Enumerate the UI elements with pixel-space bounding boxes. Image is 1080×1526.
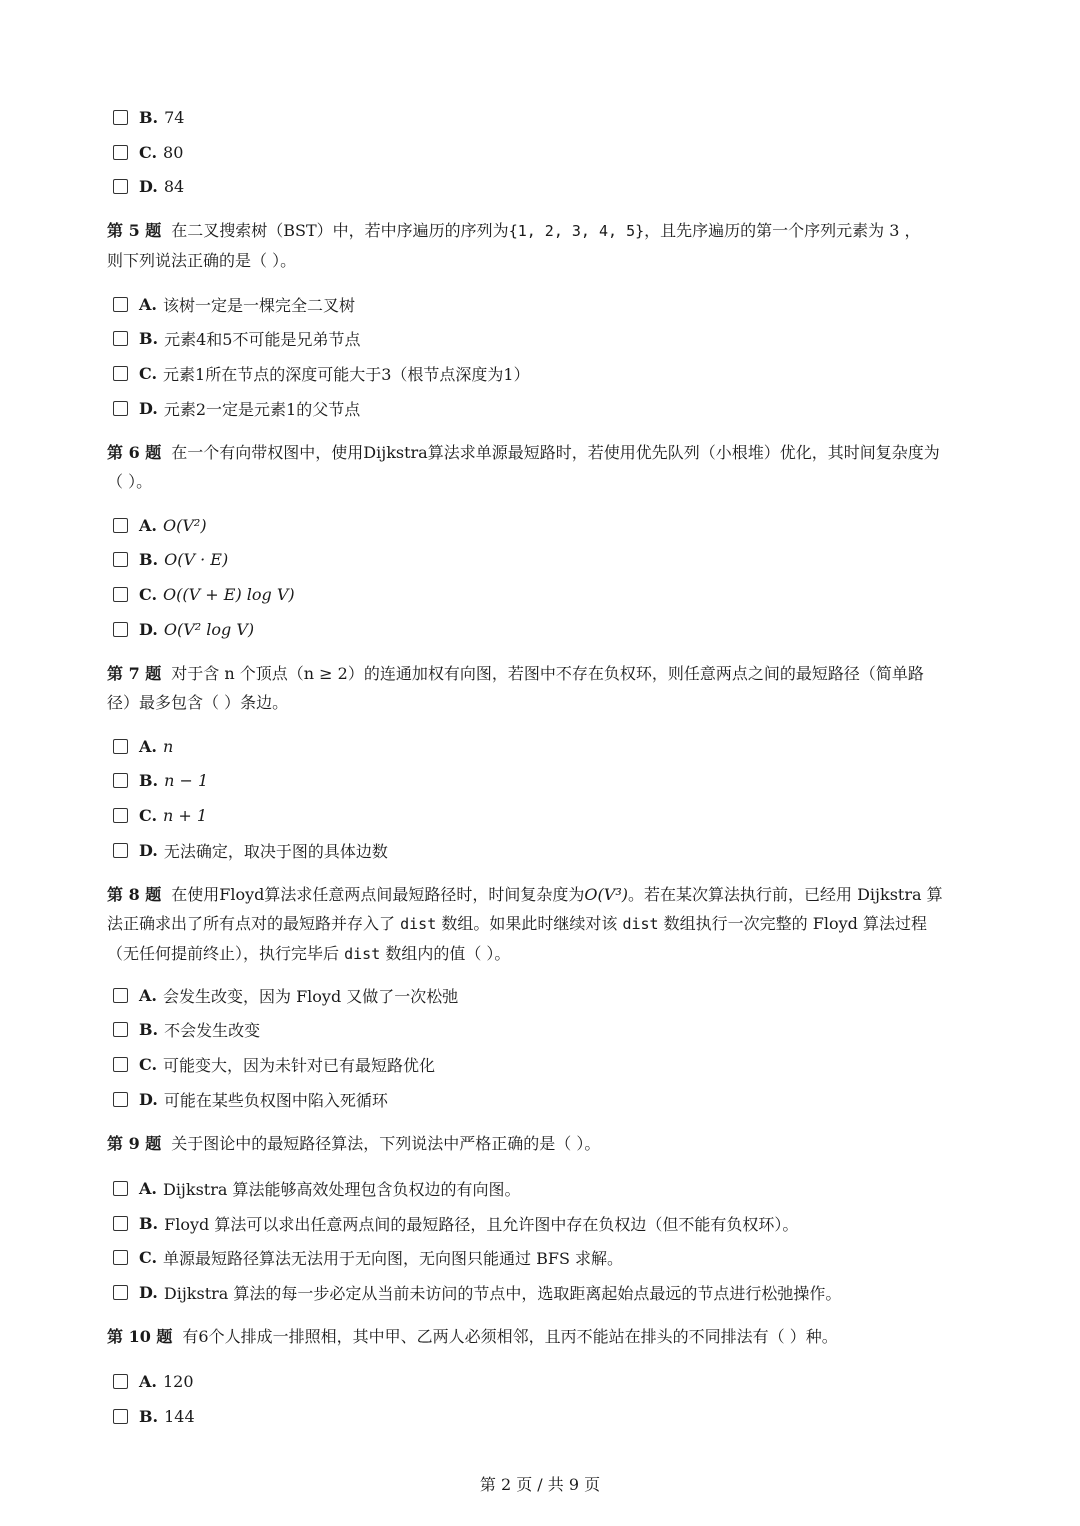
question-6 xyxy=(107,438,987,496)
inline-math: O(V³) xyxy=(584,885,628,904)
question-5 xyxy=(107,216,987,275)
q6-option-a[interactable] xyxy=(113,513,207,537)
option-letter: A. xyxy=(139,1371,157,1391)
checkbox[interactable] xyxy=(113,739,128,754)
question-8 xyxy=(107,880,987,969)
question-text: 在一个有向带权图中，使用Dijkstra算法求单源最短路时，若使用优先队列（小根堆）优化，其时间复杂度为 xyxy=(171,443,940,462)
q6-option-d[interactable] xyxy=(113,617,254,641)
option-text: Dijkstra 算法的每一步必定从当前未访问的节点中，选取距离起始点最远的节点进行松弛操作。 xyxy=(163,1283,842,1303)
option-text: 元素2一定是元素1的父节点 xyxy=(163,399,361,419)
q8-option-b[interactable] xyxy=(113,1017,260,1041)
checkbox[interactable] xyxy=(113,401,128,416)
prev-option-b[interactable] xyxy=(113,105,184,129)
option-letter: B. xyxy=(139,549,159,569)
option-text: 可能在某些负权图中陷入死循环 xyxy=(163,1090,388,1110)
option-text: O(V² log V) xyxy=(163,619,255,639)
inline-code: dist xyxy=(622,915,659,933)
q5-option-d[interactable] xyxy=(113,396,360,420)
option-letter: A. xyxy=(139,985,157,1005)
question-number: 第 9 题 xyxy=(107,1134,162,1153)
checkbox[interactable] xyxy=(113,622,128,637)
option-text: 单源最短路径算法无法用于无向图，无向图只能通过 BFS 求解。 xyxy=(163,1248,624,1268)
question-text: （ ）。 xyxy=(107,472,153,491)
q9-option-a[interactable] xyxy=(113,1176,521,1200)
option-text: 84 xyxy=(163,176,185,196)
question-text: 关于图论中的最短路径算法，下列说法中严格正确的是（ ）。 xyxy=(171,1134,601,1153)
checkbox[interactable] xyxy=(113,808,128,823)
checkbox[interactable] xyxy=(113,1092,128,1107)
question-text: 则下列说法正确的是（ ）。 xyxy=(107,251,297,270)
question-text: 数组。如果此时继续对该 xyxy=(441,914,618,933)
option-text: O(V²) xyxy=(162,515,207,535)
question-text: 。若在某次算法执行前，已经用 Dijkstra 算 xyxy=(628,885,943,904)
option-text: 会发生改变，因为 Floyd 又做了一次松弛 xyxy=(162,986,459,1006)
question-10 xyxy=(107,1322,987,1351)
option-text: O((V + E) log V) xyxy=(163,584,295,604)
prev-option-d[interactable] xyxy=(113,174,184,198)
option-text: Dijkstra 算法能够高效处理包含负权边的有向图。 xyxy=(162,1179,521,1199)
checkbox[interactable] xyxy=(113,1057,128,1072)
question-text: 径）最多包含（ ）条边。 xyxy=(107,693,289,712)
checkbox[interactable] xyxy=(113,1181,128,1196)
option-letter: A. xyxy=(139,1178,157,1198)
option-text: 可能变大，因为未针对已有最短路优化 xyxy=(163,1055,436,1075)
option-letter: D. xyxy=(139,1089,158,1109)
option-text: 74 xyxy=(164,107,185,127)
question-text: 对于含 n 个顶点（n ≥ 2）的连通加权有向图，若图中不存在负权环，则任意两点之间的最短路径（简单路 xyxy=(171,664,924,683)
option-letter: C. xyxy=(139,363,158,383)
option-text: 144 xyxy=(164,1406,195,1426)
question-text: ，且先序遍历的第一个序列元素为 3 ， xyxy=(644,221,921,240)
checkbox[interactable] xyxy=(113,843,128,858)
checkbox[interactable] xyxy=(113,587,128,602)
q8-option-a[interactable] xyxy=(113,983,458,1007)
checkbox[interactable] xyxy=(113,110,128,125)
option-text: 该树一定是一棵完全二叉树 xyxy=(162,295,355,315)
checkbox[interactable] xyxy=(113,988,128,1003)
q10-option-a[interactable] xyxy=(113,1369,194,1393)
option-letter: B. xyxy=(139,328,159,348)
question-text: 法正确求出了所有点对的最短路并存入了 xyxy=(107,914,396,933)
option-text: n + 1 xyxy=(163,805,208,825)
q10-option-b[interactable] xyxy=(113,1404,195,1428)
option-text: 元素4和5不可能是兄弟节点 xyxy=(164,329,361,349)
question-text: 数组内的值（ ）。 xyxy=(385,944,511,963)
option-text: 元素1所在节点的深度可能大于3（根节点深度为1） xyxy=(163,364,530,384)
question-text: 在使用Floyd算法求任意两点间最短路径时，时间复杂度为 xyxy=(171,885,585,904)
q9-option-b[interactable] xyxy=(113,1211,798,1235)
option-letter: C. xyxy=(139,584,158,604)
checkbox[interactable] xyxy=(113,1250,128,1265)
option-letter: A. xyxy=(139,515,157,535)
inline-code: {1, 2, 3, 4, 5} xyxy=(508,222,645,240)
q9-option-d[interactable] xyxy=(113,1280,841,1304)
q6-option-c[interactable] xyxy=(113,582,295,606)
option-letter: B. xyxy=(139,107,159,127)
option-text: 80 xyxy=(163,142,184,162)
option-letter: B. xyxy=(139,1019,159,1039)
checkbox[interactable] xyxy=(113,1022,128,1037)
question-number: 第 8 题 xyxy=(107,885,162,904)
q5-option-b[interactable] xyxy=(113,326,360,350)
option-text: n xyxy=(162,736,174,756)
checkbox[interactable] xyxy=(113,297,128,312)
q7-option-b[interactable] xyxy=(113,768,208,792)
checkbox[interactable] xyxy=(113,1216,128,1231)
inline-code: dist xyxy=(344,945,381,963)
checkbox[interactable] xyxy=(113,331,128,346)
q8-option-d[interactable] xyxy=(113,1087,388,1111)
option-letter: D. xyxy=(139,619,158,639)
question-number: 第 5 题 xyxy=(107,221,162,240)
q5-option-c[interactable] xyxy=(113,361,530,385)
question-text: 在二叉搜索树（BST）中，若中序遍历的序列为 xyxy=(171,221,509,240)
option-letter: D. xyxy=(139,840,158,860)
option-letter: D. xyxy=(139,176,158,196)
question-number: 第 6 题 xyxy=(107,443,162,462)
q8-option-c[interactable] xyxy=(113,1052,435,1076)
prev-option-c[interactable] xyxy=(113,140,183,164)
question-text: 有6个人排成一排照相，其中甲、乙两人必须相邻，且丙不能站在排头的不同排法有（ ）种。 xyxy=(182,1327,838,1346)
option-text: 120 xyxy=(162,1371,194,1391)
option-letter: C. xyxy=(139,1054,158,1074)
option-letter: D. xyxy=(139,398,158,418)
option-letter: B. xyxy=(139,1406,159,1426)
option-letter: C. xyxy=(139,142,158,162)
question-number: 第 7 题 xyxy=(107,664,162,683)
option-letter: C. xyxy=(139,1247,158,1267)
checkbox[interactable] xyxy=(113,1285,128,1300)
question-text: （无任何提前终止），执行完毕后 xyxy=(107,944,340,963)
q5-option-a[interactable] xyxy=(113,292,355,316)
inline-code: dist xyxy=(400,915,437,933)
page-footer: 第 2 页 / 共 9 页 xyxy=(479,1475,601,1494)
q6-option-b[interactable] xyxy=(113,547,228,571)
question-9 xyxy=(107,1129,987,1158)
question-text: 数组执行一次完整的 Floyd 算法过程 xyxy=(663,914,927,933)
checkbox[interactable] xyxy=(113,179,128,194)
option-text: 无法确定，取决于图的具体边数 xyxy=(163,841,388,861)
option-letter: D. xyxy=(139,1282,158,1302)
option-letter: C. xyxy=(139,805,158,825)
checkbox[interactable] xyxy=(113,366,128,381)
checkbox[interactable] xyxy=(113,552,128,567)
option-letter: A. xyxy=(139,294,157,314)
option-letter: A. xyxy=(139,736,157,756)
checkbox[interactable] xyxy=(113,518,128,533)
checkbox[interactable] xyxy=(113,1374,128,1389)
q9-option-c[interactable] xyxy=(113,1245,623,1269)
checkbox[interactable] xyxy=(113,773,128,788)
option-text: n − 1 xyxy=(164,770,209,790)
option-text: 不会发生改变 xyxy=(164,1020,261,1040)
option-text: O(V · E) xyxy=(164,549,229,569)
option-letter: B. xyxy=(139,770,159,790)
question-number: 第 10 题 xyxy=(107,1327,173,1346)
option-letter: B. xyxy=(139,1213,159,1233)
q7-option-d[interactable] xyxy=(113,838,388,862)
checkbox[interactable] xyxy=(113,145,128,160)
q7-option-c[interactable] xyxy=(113,803,207,827)
question-7 xyxy=(107,659,987,717)
option-text: Floyd 算法可以求出任意两点间的最短路径，且允许图中存在负权边（但不能有负权环）。 xyxy=(164,1214,799,1234)
q7-option-a[interactable] xyxy=(113,734,173,758)
checkbox[interactable] xyxy=(113,1409,128,1424)
